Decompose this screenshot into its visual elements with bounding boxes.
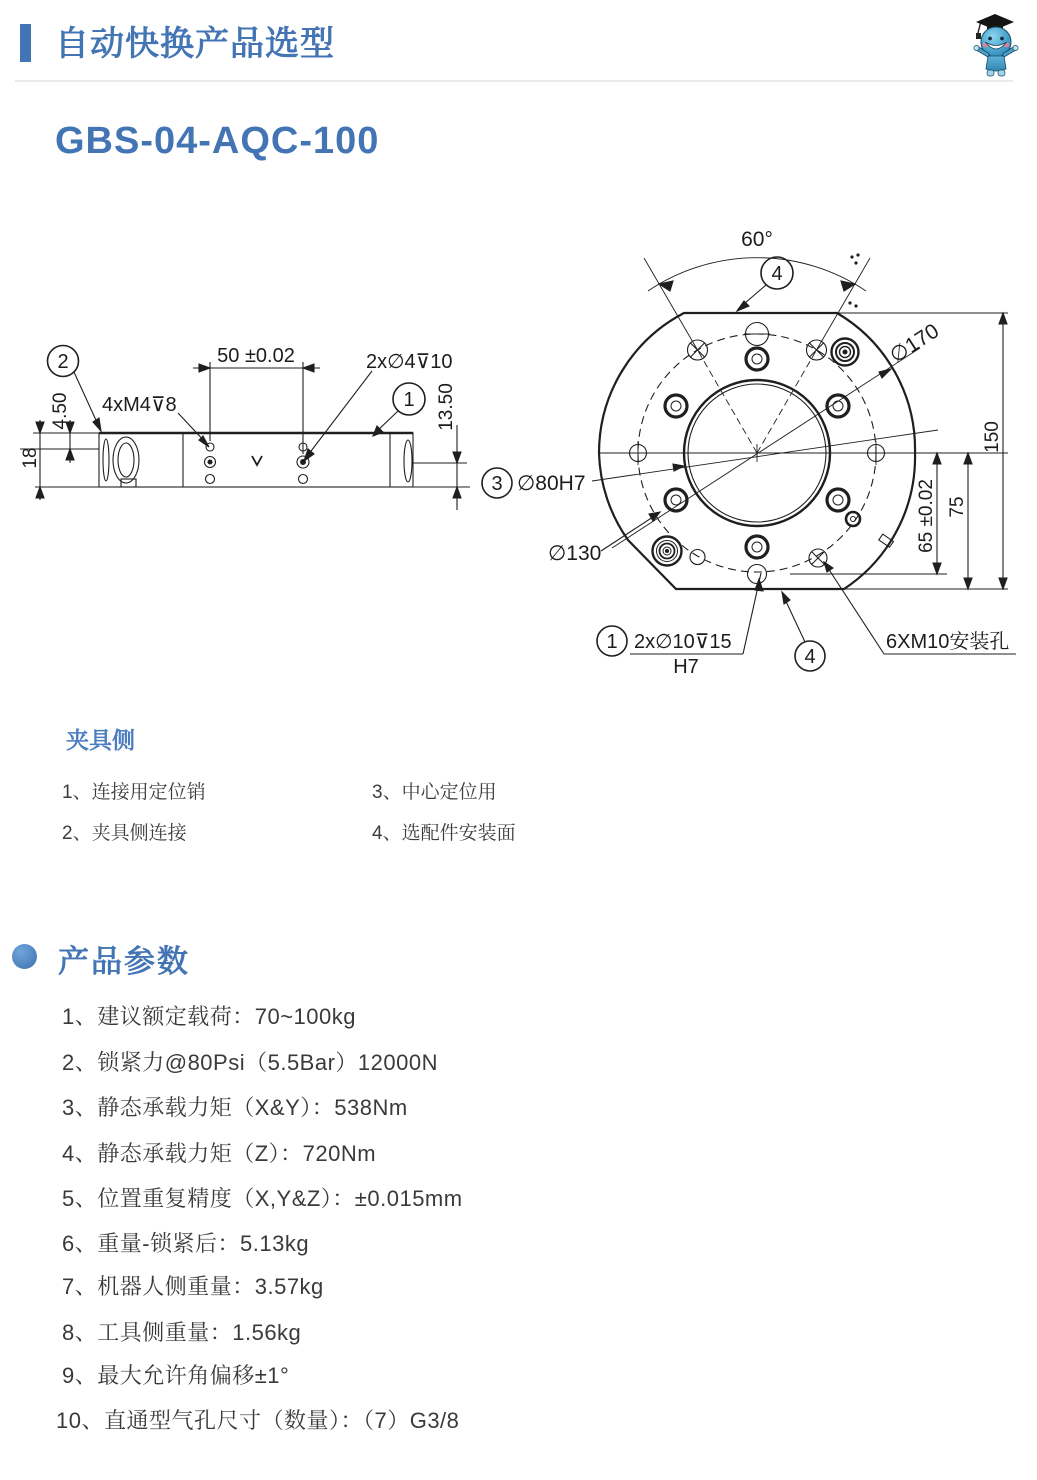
header-divider <box>15 80 1013 82</box>
dim-150: 150 <box>982 421 1003 453</box>
mount-note: 6XM10安装孔 <box>886 631 1010 653</box>
legend-title: 夹具侧 <box>66 727 135 753</box>
balloon-4-top: 4 <box>771 263 783 285</box>
balloon-1-front: 1 <box>606 631 618 653</box>
dim-18: 18 <box>20 447 41 469</box>
page-title: 自动快换产品选型 <box>55 25 335 63</box>
legend-item-4: 4、选配件安装面 <box>372 823 516 844</box>
dim-65: 65 ±0.02 <box>916 479 937 553</box>
param-item-8: 8、工具侧重量：1.56kg <box>62 1320 302 1345</box>
front-view <box>482 228 1016 678</box>
param-item-1: 1、建议额定载荷：70~100kg <box>62 1004 356 1029</box>
parameters-title: 产品参数 <box>58 944 190 979</box>
section-bullet-icon <box>12 944 37 969</box>
balloon-2: 2 <box>57 351 69 373</box>
dim-13-50: 13.50 <box>436 383 457 431</box>
param-item-5: 5、位置重复精度（X,Y&Z）：±0.015mm <box>62 1186 463 1211</box>
thread-note: 4xM4⊽8 <box>102 394 177 416</box>
mascot-logo-icon <box>968 12 1022 78</box>
bolt-circle-note: ∅130 <box>548 542 602 565</box>
dim-4-50: 4.50 <box>50 392 71 430</box>
balloon-4-bottom: 4 <box>804 646 816 668</box>
dim-75: 75 <box>947 496 968 518</box>
pin-fit: H7 <box>673 656 699 678</box>
legend-item-1: 1、连接用定位销 <box>62 782 206 803</box>
locating-pin-feature <box>653 537 682 566</box>
param-item-7: 7、机器人侧重量：3.57kg <box>62 1274 324 1299</box>
small-ring-hole <box>846 512 860 526</box>
balloon-3: 3 <box>491 473 503 495</box>
dia-170: ∅170 <box>885 319 944 368</box>
bore-note: ∅80H7 <box>517 472 586 495</box>
technical-drawing <box>10 195 1020 700</box>
pin-note: 2x∅10⊽15 <box>634 631 732 653</box>
side-view <box>20 345 470 510</box>
param-item-9: 9、最大允许角偏移±1° <box>62 1363 290 1388</box>
locating-pin-feature <box>832 339 859 366</box>
crosshatch-hole <box>807 340 827 360</box>
param-item-2: 2、锁紧力@80Psi（5.5Bar）12000N <box>62 1050 438 1075</box>
legend-item-3: 3、中心定位用 <box>372 782 497 803</box>
dim-50: 50 ±0.02 <box>217 345 295 367</box>
surface-dots <box>848 253 859 307</box>
surface-finish-mark <box>252 456 262 465</box>
hole-note: 2x∅4⊽10 <box>366 351 453 373</box>
param-item-3: 3、静态承载力矩（X&Y）：538Nm <box>62 1095 408 1120</box>
param-item-4: 4、静态承载力矩（Z）：720Nm <box>62 1141 377 1166</box>
param-item-10: 10、直通型气孔尺寸（数量）：（7）G3/8 <box>56 1408 460 1433</box>
product-model-title: GBS-04-AQC-100 <box>55 120 380 162</box>
crosshatch-hole <box>688 340 708 360</box>
param-item-6: 6、重量-锁紧后：5.13kg <box>62 1231 310 1256</box>
title-accent-bar <box>20 24 31 62</box>
legend-item-2: 2、夹具侧连接 <box>62 823 187 844</box>
dim-60deg: 60° <box>741 228 773 251</box>
balloon-1-side: 1 <box>403 389 415 411</box>
